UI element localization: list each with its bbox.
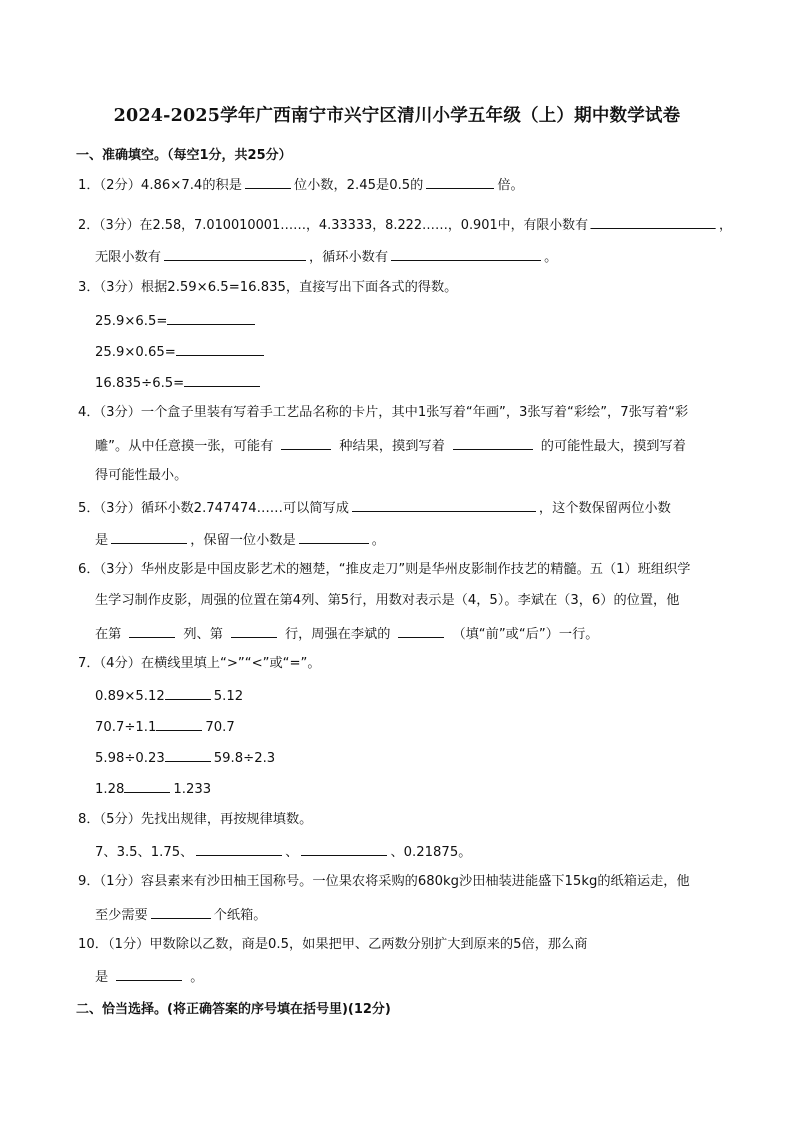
question-1: 1．（2分）4.86×7.4的积是 位小数，2.45是0.5的 倍。 bbox=[78, 175, 724, 195]
question-7-expr-1: 0.89×5.12 5.12 bbox=[95, 686, 724, 706]
question-9-line-2: 至少需要 个纸箱。 bbox=[95, 905, 724, 925]
question-8-sequence: 7、3.5、1.75、 、 、0.21875。 bbox=[95, 842, 724, 862]
section-2-header: 二、恰当选择。(将正确答案的序号填在括号里)(12分) bbox=[76, 1002, 391, 1017]
question-9-line-1: 9．（1分）容县素来有沙田柚王国称号。一位果农将采购的680kg沙田柚装进能盛下15kg的纸箱运走，他 bbox=[78, 874, 690, 889]
answer-blank[interactable] bbox=[129, 624, 175, 638]
answer-blank[interactable] bbox=[426, 175, 494, 189]
answer-blank[interactable] bbox=[184, 373, 260, 387]
answer-blank[interactable] bbox=[352, 498, 536, 512]
answer-blank[interactable] bbox=[164, 247, 306, 261]
answer-blank[interactable] bbox=[151, 905, 211, 919]
answer-blank[interactable] bbox=[165, 748, 211, 762]
question-4-line-1: 4．（3分）一个盒子里装有写着手工艺品名称的卡片，其中1张写着“年画”，3张写着“彩绘”，7张写着“彩 bbox=[78, 405, 689, 420]
answer-blank[interactable] bbox=[111, 530, 187, 544]
answer-blank[interactable] bbox=[165, 686, 211, 700]
answer-blank[interactable] bbox=[176, 342, 264, 356]
question-3: 3．（3分）根据2.59×6.5=16.835，直接写出下面各式的得数。 bbox=[78, 280, 458, 295]
section-1-header: 一、准确填空。（每空1分，共25分） bbox=[76, 148, 292, 163]
page-title: 2024-2025学年广西南宁市兴宁区清川小学五年级（上）期中数学试卷 bbox=[113, 106, 681, 126]
question-2-line-1: 2．（3分）在2.58，7.010010001……，4.33333，8.222……，0.901中，有限小数有 ， bbox=[78, 215, 710, 235]
answer-blank[interactable] bbox=[398, 624, 444, 638]
answer-blank[interactable] bbox=[116, 967, 182, 981]
question-6-line-1: 6．（3分）华州皮影是中国皮影艺术的翘楚，“推皮走刀”则是华州皮影制作技艺的精髓。五（1）班组织学 bbox=[78, 562, 691, 577]
question-10-line-1: 10．（1分）甲数除以乙数，商是0.5，如果把甲、乙两数分别扩大到原来的5倍，那么商 bbox=[78, 937, 588, 952]
answer-blank[interactable] bbox=[196, 842, 282, 856]
answer-blank[interactable] bbox=[167, 311, 255, 325]
question-3-expr-2: 25.9×0.65= bbox=[95, 342, 724, 362]
question-8: 8．（5分）先找出规律，再按规律填数。 bbox=[78, 812, 313, 827]
question-5-line-1: 5．（3分）循环小数2.747474……可以简写成 ，这个数保留两位小数 bbox=[78, 498, 724, 518]
answer-blank[interactable] bbox=[391, 247, 541, 261]
question-3-expr-1: 25.9×6.5= bbox=[95, 311, 724, 331]
answer-blank[interactable] bbox=[156, 717, 202, 731]
question-7-expr-2: 70.7÷1.1 70.7 bbox=[95, 717, 724, 737]
question-10-line-2: 是 。 bbox=[95, 967, 724, 987]
answer-blank[interactable] bbox=[453, 436, 533, 450]
question-2-line-2: 无限小数有 ，循环小数有 。 bbox=[95, 247, 724, 267]
answer-blank[interactable] bbox=[245, 175, 291, 189]
answer-blank[interactable] bbox=[124, 779, 170, 793]
answer-blank[interactable] bbox=[299, 530, 369, 544]
answer-blank[interactable] bbox=[281, 436, 331, 450]
question-3-expr-3: 16.835÷6.5= bbox=[95, 373, 724, 393]
question-5-line-2: 是 ，保留一位小数是 。 bbox=[95, 530, 724, 550]
question-6-line-2: 生学习制作皮影，周强的位置在第4列、第5行，用数对表示是（4，5）。李斌在（3，6）的位置，他 bbox=[95, 593, 680, 608]
question-4-line-2: 雕”。从中任意摸一张，可能有 种结果，摸到写着 的可能性最大，摸到写着 bbox=[95, 436, 724, 456]
answer-blank[interactable] bbox=[591, 215, 716, 229]
question-4-line-3: 得可能性最小。 bbox=[95, 468, 188, 483]
question-7-expr-3: 5.98÷0.23 59.8÷2.3 bbox=[95, 748, 724, 768]
answer-blank[interactable] bbox=[301, 842, 387, 856]
question-7: 7．（4分）在横线里填上“>”“<”或“=”。 bbox=[78, 656, 321, 671]
question-6-line-3: 在第 列、第 行，周强在李斌的 （填“前”或“后”）一行。 bbox=[95, 624, 724, 644]
answer-blank[interactable] bbox=[231, 624, 277, 638]
question-7-expr-4: 1.28 1.233 bbox=[95, 779, 724, 799]
dotted-digit: 1 bbox=[489, 218, 498, 233]
